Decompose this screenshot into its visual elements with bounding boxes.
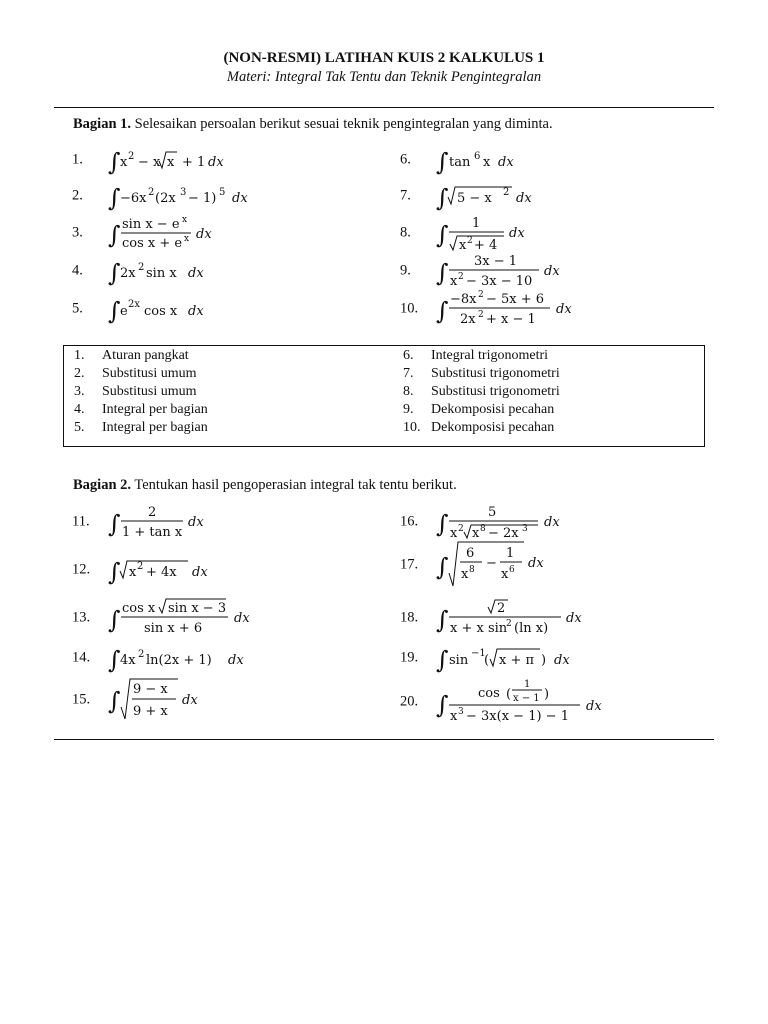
svg-text:+ 4: + 4 (474, 238, 498, 253)
problem-expression (108, 213, 258, 253)
svg-text:(: ( (506, 687, 512, 702)
svg-text:2x: 2x (460, 312, 476, 327)
svg-text:∫: ∫ (108, 184, 121, 212)
part2-instruction: Tentukan hasil pengoperasian integral tak tentu berikut. (134, 477, 457, 493)
svg-text:(ln x): (ln x) (514, 621, 549, 636)
svg-text:∫: ∫ (108, 510, 121, 538)
problem-expression (436, 212, 586, 254)
svg-text:): ) (541, 653, 547, 668)
svg-text:1 + tan x: 1 + tan x (122, 525, 183, 540)
part1-label: Bagian 1. (73, 116, 132, 132)
svg-text:2: 2 (506, 619, 512, 629)
svg-text:∫: ∫ (436, 259, 449, 287)
svg-text:−8x: −8x (450, 292, 477, 307)
problem-expression (108, 554, 258, 586)
part2-heading (73, 477, 457, 494)
problem-number: 9. (400, 262, 411, 279)
problem-number: 12. (72, 561, 91, 578)
svg-text:(: ( (484, 653, 490, 668)
svg-text:−1: −1 (471, 648, 486, 659)
svg-text:2: 2 (137, 561, 144, 572)
problem-expression (108, 642, 278, 674)
technique-item: 2. Substitusi umum (74, 366, 197, 381)
svg-text:e: e (120, 304, 128, 319)
svg-text:∫: ∫ (436, 646, 449, 674)
svg-text:dx: dx (586, 699, 602, 714)
svg-text:+ x − 1: + x − 1 (486, 312, 536, 327)
svg-text:4x: 4x (120, 653, 136, 668)
svg-text:− 5x + 6: − 5x + 6 (486, 292, 545, 307)
svg-text:2x: 2x (120, 266, 136, 281)
part1-heading (73, 116, 553, 133)
problem-number: 2. (72, 187, 83, 204)
svg-text:5: 5 (488, 505, 497, 520)
technique-item: 1. Aturan pangkat (74, 348, 189, 363)
svg-text:1: 1 (472, 216, 481, 231)
svg-text:x: x (472, 526, 480, 541)
problem-expression (436, 642, 606, 674)
svg-text:2: 2 (503, 187, 510, 198)
svg-text:sin x − 3: sin x − 3 (168, 601, 227, 616)
svg-text:5 − x: 5 − x (457, 191, 492, 206)
svg-text:x: x (459, 238, 467, 253)
page-title: (NON-RESMI) LATIHAN KUIS 2 KALKULUS 1 (223, 50, 545, 66)
problem-expression (108, 293, 258, 325)
svg-text:2: 2 (128, 151, 135, 162)
problem-expression (436, 597, 616, 639)
svg-text:2: 2 (148, 505, 157, 520)
svg-text:2: 2 (138, 262, 145, 273)
svg-text:2: 2 (458, 524, 464, 534)
svg-text:6: 6 (474, 151, 481, 162)
svg-text:dx: dx (182, 693, 198, 708)
svg-text:2: 2 (148, 187, 155, 198)
svg-text:2: 2 (497, 601, 506, 616)
svg-text:cos x: cos x (122, 601, 156, 616)
svg-text:sin: sin (449, 653, 469, 668)
problem-number: 18. (400, 609, 419, 626)
svg-text:x: x (450, 709, 458, 724)
svg-text:sin x + 6: sin x + 6 (144, 621, 203, 636)
svg-text:9 − x: 9 − x (133, 682, 168, 697)
svg-text:cos x + e: cos x + e (122, 236, 183, 251)
technique-item: 7. Substitusi trigonometri (403, 366, 560, 381)
svg-text:− 3x − 10: − 3x − 10 (466, 274, 533, 289)
svg-text:6: 6 (509, 565, 515, 575)
svg-text:8: 8 (480, 524, 486, 534)
problem-number: 11. (72, 513, 90, 530)
svg-text:∫: ∫ (436, 184, 449, 212)
svg-text:+ 1: + 1 (182, 155, 206, 170)
svg-text:dx: dx (228, 653, 244, 668)
technique-item: 4. Integral per bagian (74, 402, 208, 417)
svg-text:dx: dx (192, 565, 208, 580)
svg-text:ln(2x + 1): ln(2x + 1) (146, 653, 212, 668)
problem-expression (436, 540, 586, 590)
svg-text:tan: tan (449, 155, 471, 170)
svg-text:2x: 2x (128, 299, 141, 310)
problem-number: 10. (400, 300, 419, 317)
svg-text:∫: ∫ (436, 148, 449, 176)
problem-expression (436, 677, 636, 727)
problem-number: 4. (72, 262, 83, 279)
svg-text:2: 2 (138, 649, 145, 660)
svg-text:∫: ∫ (436, 553, 449, 581)
svg-text:2: 2 (478, 310, 484, 320)
svg-text:1: 1 (524, 679, 531, 690)
svg-text:− 1): − 1) (188, 191, 217, 206)
part2-label: Bagian 2. (73, 477, 132, 493)
svg-text:x: x (129, 565, 137, 580)
svg-text:∫: ∫ (436, 510, 449, 538)
svg-text:x: x (182, 215, 188, 225)
svg-text:∫: ∫ (436, 297, 449, 325)
svg-text:dx: dx (196, 227, 212, 242)
svg-text:dx: dx (208, 155, 224, 170)
svg-text:x: x (501, 567, 509, 582)
svg-text:∫: ∫ (436, 691, 449, 719)
problem-number: 7. (400, 187, 411, 204)
svg-text:3: 3 (180, 187, 187, 198)
svg-text:x: x (167, 155, 175, 170)
svg-text:dx: dx (188, 266, 204, 281)
svg-text:−6x: −6x (120, 191, 147, 206)
svg-text:cos x: cos x (144, 304, 178, 319)
problem-expression (436, 144, 586, 176)
svg-text:6: 6 (466, 546, 475, 561)
page-subtitle: Materi: Integral Tak Tentu dan Teknik Pengintegralan (226, 69, 542, 85)
svg-text:3x − 1: 3x − 1 (474, 254, 518, 269)
svg-text:dx: dx (544, 264, 560, 279)
technique-item: 5. Integral per bagian (74, 420, 208, 435)
svg-text:dx: dx (528, 556, 544, 571)
svg-text:x − 1: x − 1 (513, 693, 540, 704)
technique-item: 9. Dekomposisi pecahan (403, 402, 555, 417)
problem-number: 16. (400, 513, 419, 530)
svg-text:sin x − e: sin x − e (122, 217, 180, 232)
technique-item: 10. Dekomposisi pecahan (403, 420, 555, 435)
svg-text:∫: ∫ (108, 297, 121, 325)
svg-text:∫: ∫ (108, 558, 121, 586)
svg-text:(2x: (2x (155, 191, 176, 206)
svg-text:x + x sin: x + x sin (450, 621, 508, 636)
svg-text:sin x: sin x (146, 266, 177, 281)
problem-expression (108, 255, 258, 287)
svg-text:∫: ∫ (108, 687, 121, 715)
svg-text:8: 8 (469, 565, 475, 575)
problem-expression (436, 501, 606, 543)
svg-text:∫: ∫ (108, 606, 121, 634)
svg-text:2: 2 (458, 272, 464, 282)
svg-text:− 2x: − 2x (488, 526, 519, 541)
problem-number: 8. (400, 224, 411, 241)
svg-text:dx: dx (544, 515, 560, 530)
problem-number: 6. (400, 151, 411, 168)
svg-text:x: x (483, 155, 491, 170)
svg-text:dx: dx (556, 302, 572, 317)
problem-expression (108, 597, 278, 639)
svg-text:9 + x: 9 + x (133, 704, 168, 719)
bottom-divider (54, 739, 714, 740)
problem-expression (108, 144, 258, 176)
problem-number: 3. (72, 224, 83, 241)
svg-text:∫: ∫ (108, 148, 121, 176)
problem-expression (436, 250, 606, 292)
svg-text:−: − (486, 556, 497, 571)
problem-expression (436, 180, 586, 212)
svg-text:+ 4x: + 4x (146, 565, 177, 580)
problem-expression (436, 288, 616, 330)
svg-text:): ) (544, 687, 550, 702)
problem-number: 14. (72, 649, 91, 666)
svg-text:x + π: x + π (499, 653, 535, 668)
svg-text:x: x (461, 567, 469, 582)
svg-text:dx: dx (188, 304, 204, 319)
part1-instruction: Selesaikan persoalan berikut sesuai teknik pengintegralan yang diminta. (134, 116, 553, 132)
problem-number: 20. (400, 693, 419, 710)
svg-text:3: 3 (522, 524, 528, 534)
technique-item: 8. Substitusi trigonometri (403, 384, 560, 399)
problem-number: 13. (72, 609, 91, 626)
problem-number: 5. (72, 300, 83, 317)
svg-text:∫: ∫ (108, 259, 121, 287)
problem-expression (108, 677, 258, 723)
problem-number: 19. (400, 649, 419, 666)
svg-text:∫: ∫ (436, 606, 449, 634)
svg-text:− x: − x (138, 155, 161, 170)
svg-text:dx: dx (188, 515, 204, 530)
svg-text:x: x (450, 274, 458, 289)
svg-text:dx: dx (516, 191, 532, 206)
problem-number: 17. (400, 556, 419, 573)
svg-text:1: 1 (506, 546, 515, 561)
technique-legend (63, 345, 705, 447)
top-divider (54, 107, 714, 108)
svg-text:dx: dx (554, 653, 570, 668)
svg-text:2: 2 (467, 236, 473, 246)
svg-text:dx: dx (566, 611, 582, 626)
svg-text:∫: ∫ (108, 646, 121, 674)
svg-text:5: 5 (219, 187, 226, 198)
svg-text:dx: dx (232, 191, 248, 206)
svg-text:x: x (450, 526, 458, 541)
svg-text:cos: cos (478, 686, 500, 701)
technique-item: 6. Integral trigonometri (403, 348, 549, 363)
svg-text:∫: ∫ (108, 221, 121, 249)
svg-text:x: x (184, 234, 190, 244)
svg-text:dx: dx (498, 155, 514, 170)
svg-text:dx: dx (234, 611, 250, 626)
problem-expression (108, 501, 258, 543)
svg-text:dx: dx (509, 226, 525, 241)
svg-text:− 3x(x − 1) − 1: − 3x(x − 1) − 1 (466, 709, 569, 724)
svg-text:x: x (120, 155, 128, 170)
problem-number: 15. (72, 691, 91, 708)
svg-text:3: 3 (458, 707, 464, 717)
svg-text:∫: ∫ (436, 221, 449, 249)
svg-text:2: 2 (478, 290, 484, 300)
problem-number: 1. (72, 151, 83, 168)
problem-expression (108, 180, 278, 212)
technique-item: 3. Substitusi umum (74, 384, 197, 399)
